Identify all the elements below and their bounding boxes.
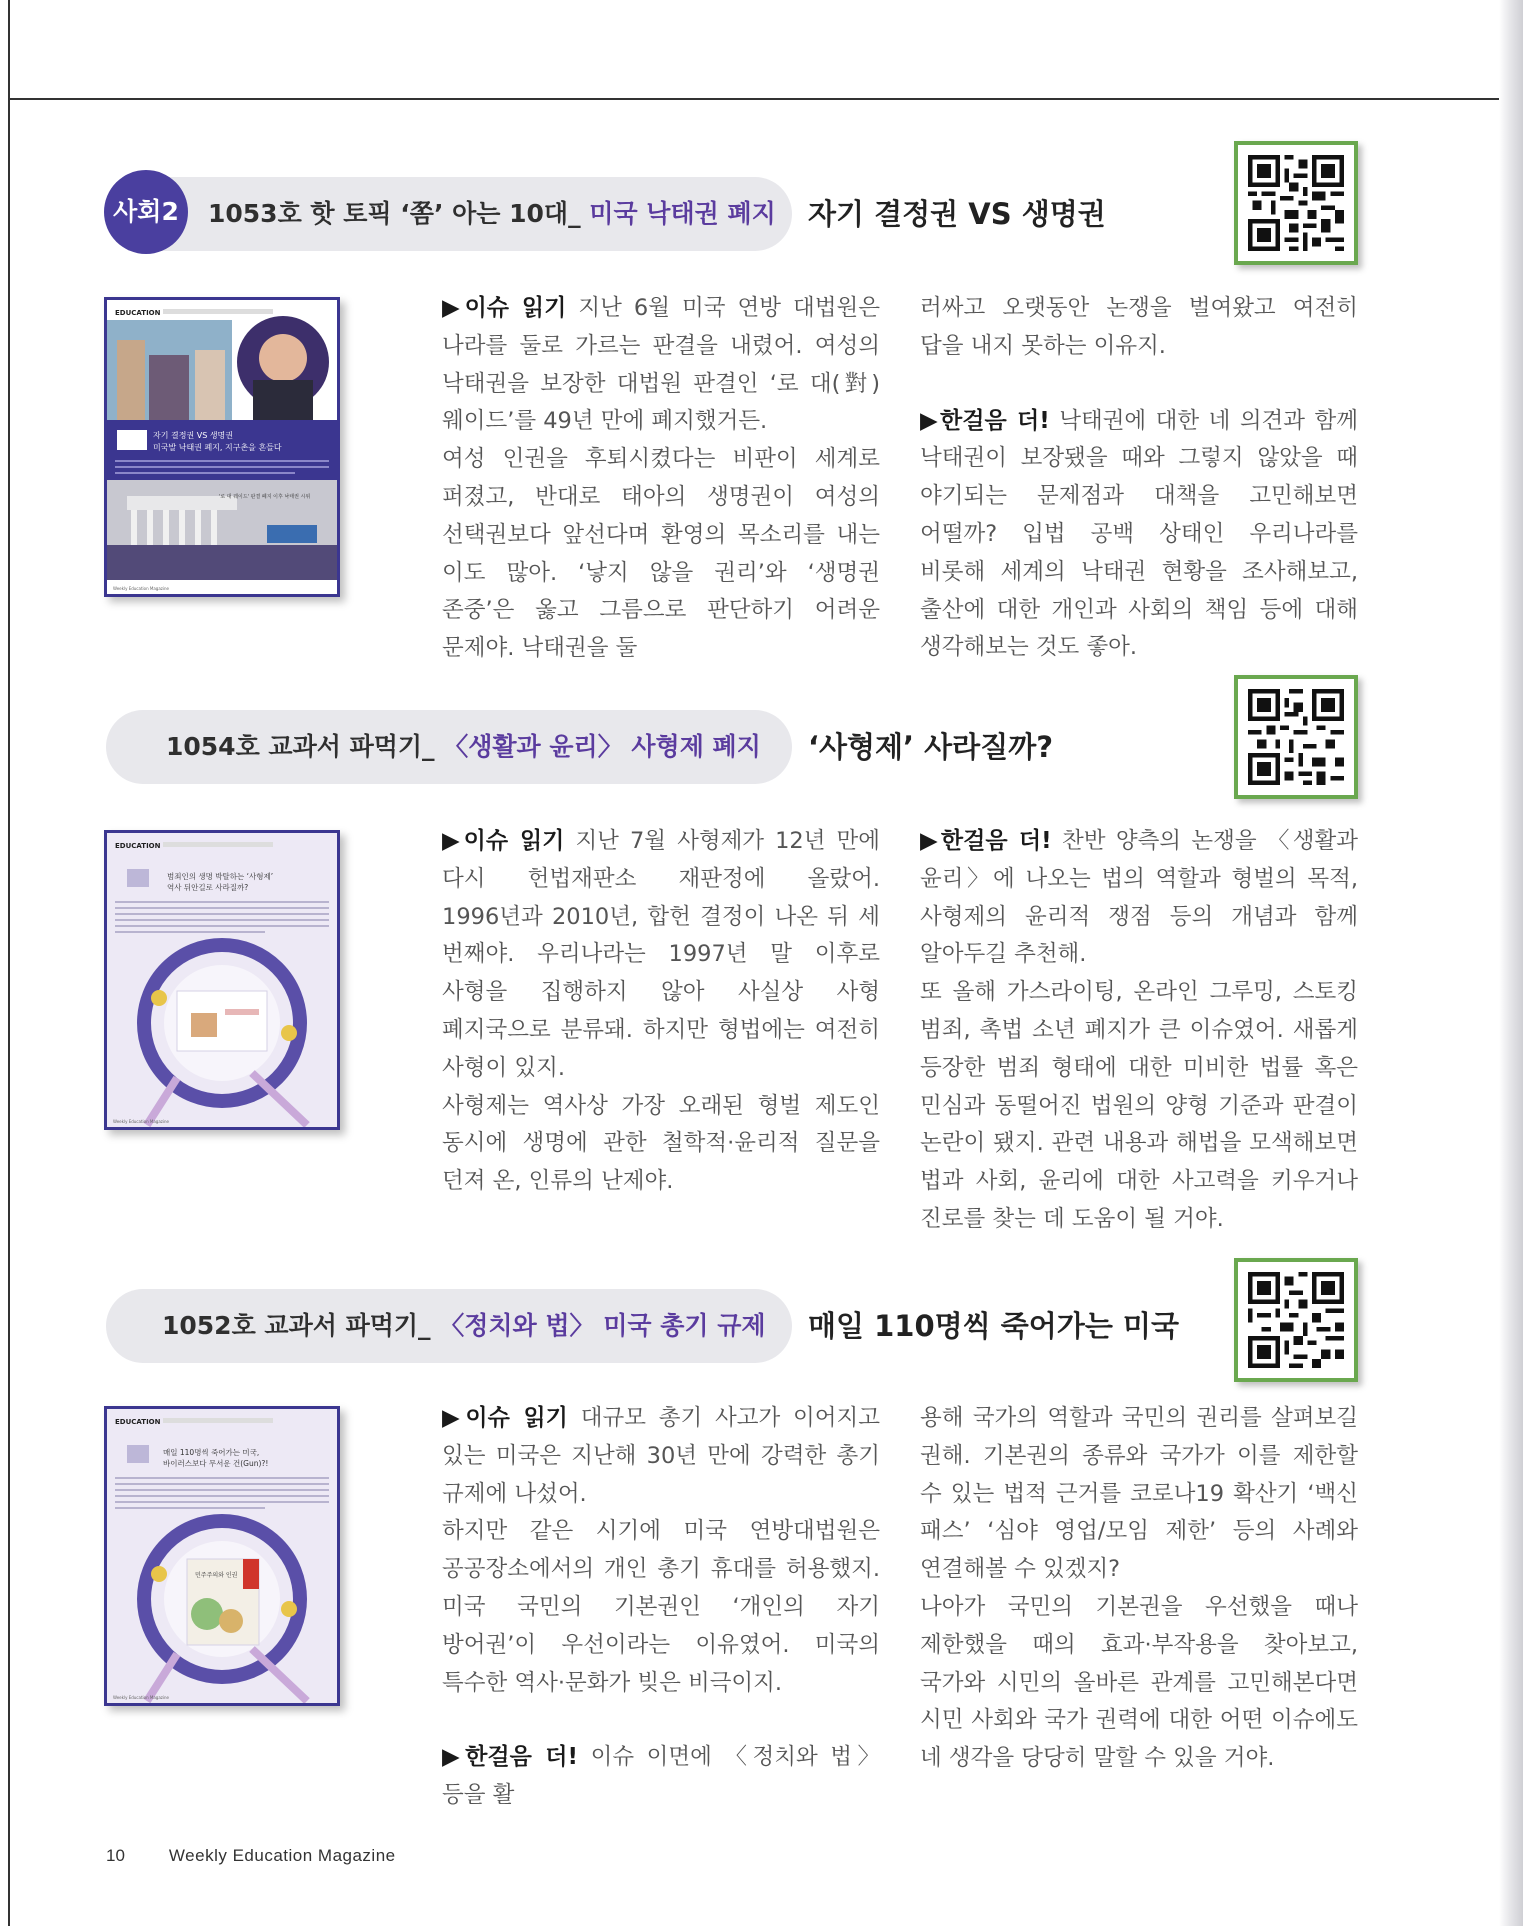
body-text: 지난 7월 사형제가 12년 만에 다시 헌법재판소 재판정에 올랐어. 1996년과 2010년, 합헌 결정이 나온 뒤 세 번째야. 우리나라는 1997년 말 이후로 사형을 집행하지 않아 사실상 사형 폐지국으로 분류돼. 하지만 형법에는 여전히 사형이 있지.	[442, 828, 880, 1081]
issue-title	[208, 177, 776, 251]
issue-reading-paragraph	[442, 1400, 880, 1513]
one-step-more-paragraph	[442, 1739, 880, 1815]
one-step-more-paragraph	[920, 403, 1358, 668]
body-paragraph: 또 올해 가스라이팅, 온라인 그루밍, 스토킹 범죄, 촉법 소년 폐지가 큰 이슈였어. 새롭게 등장한 범죄 형태에 대한 미비한 법률 혹은 민심과 동떨어진 법원의 양형 기준과 판결이 논란이 됐지. 관련 내용과 해법을 모색해보면 법과 사회, 윤리에 대한 사고력을 키우거나 진로를 찾는 데 도움이 될 거야.	[920, 979, 1358, 1232]
thumbnail-folio: Weekly Education Magazine	[113, 586, 169, 591]
qr-code-link[interactable]	[1234, 675, 1358, 799]
thumbnail-title-1: 자기 결정권 VS 생명권	[153, 431, 234, 440]
thumbnail-art	[107, 833, 337, 1127]
body-text: 낙태권에 대한 네 의견과 함께 낙태권이 보장됐을 때와 그렇지 않았을 때 야기되는 문제점과 대책을 고민해보면 어떨까? 입법 공백 상태인 우리나라를 비롯해 세계의 낙태권 현황을 조사해보고, 출산에 대한 개인과 사회의 책임 등에 대해 생각해보는 것도 좋아.	[920, 407, 1358, 661]
lead-issue-reading: ▶이슈 읽기	[442, 828, 565, 854]
issue-reading-paragraph	[442, 290, 880, 441]
right-column	[920, 290, 1358, 667]
body-paragraph: 사형제는 역사상 가장 오래된 형벌 제도인 동시에 생명에 관한 철학적·윤리적 질문을 던져 온, 인류의 난제야.	[442, 1092, 880, 1195]
qr-code-link[interactable]	[1234, 1258, 1358, 1382]
body-text: 이슈 이면에 〈정치와 법〉 등을 활	[442, 1744, 880, 1809]
page-fold-shadow	[1499, 0, 1523, 1926]
thumbnail-folio: Weekly Education Magazine	[113, 1695, 169, 1700]
thumbnail-folio: Weekly Education Magazine	[113, 1119, 169, 1124]
right-column	[920, 1400, 1358, 1778]
section-headline: ‘사형제’ 사라질까?	[808, 730, 1054, 764]
category-badge: 사회2	[104, 170, 188, 254]
qr-code-icon	[1248, 1272, 1344, 1368]
issue-topic: 〈정치와 법〉 미국 총기 규제	[439, 1311, 766, 1340]
thumbnail-title-1: 매일 110명씩 죽어가는 미국,	[163, 1448, 260, 1457]
thumbnail-caption: '로 대 웨이드' 판결 폐지 이후 낙태권 시위	[219, 494, 311, 500]
section-headline: 자기 결정권 VS 생명권	[808, 197, 1106, 231]
lead-issue-reading: ▶이슈 읽기	[442, 295, 567, 321]
thumbnail-title-2: 역사 뒤안길로 사라질까?	[167, 883, 249, 892]
left-column	[442, 823, 880, 1201]
lead-one-step-more: ▶한걸음 더!	[920, 407, 1050, 434]
thumbnail-book-title: 민주주의와 인권	[195, 1572, 238, 1579]
body-paragraph: 여성 인권을 후퇴시켰다는 비판이 세계로 퍼졌고, 반대로 태아의 생명권이 여성의 선택권보다 앞선다며 환영의 목소리를 내는 이도 많아. ‘낳지 않을 권리’와 ‘생명권 존중’은 옳고 그름으로 판단하기 어려운 문제야. 낙태권을 둘	[442, 446, 880, 662]
qr-code-icon	[1248, 155, 1344, 251]
top-rule	[8, 98, 1508, 100]
thumbnail-masthead: EDUCATION	[115, 309, 161, 317]
body-paragraph: 하지만 같은 시기에 미국 연방대법원은 공공장소에서의 개인 총기 휴대를 허용했지. 미국 국민의 기본권인 ‘개인의 자기 방어권’이 우선이라는 이유였어. 미국의 특수한 역사·문화가 빚은 비극이지.	[442, 1518, 880, 1696]
thumbnail-art	[107, 300, 337, 594]
page-footer	[106, 1846, 396, 1866]
issue-number: 1053호 핫 토픽 ‘쫌’ 아는 10대_	[208, 199, 590, 228]
issue-topic: 미국 낙태권 폐지	[589, 199, 776, 228]
issue-topic: 〈생활과 윤리〉 사형제 폐지	[443, 732, 761, 761]
page-number: 10	[106, 1846, 125, 1865]
issue-number: 1052호 교과서 파먹기_	[162, 1311, 440, 1340]
body-text: 지난 6월 미국 연방 대법원은 나라를 둘로 가르는 판결을 내렸어. 여성의 낙태권을 보장한 대법원 판결인 ‘로 대(對) 웨이드’를 49년 만에 폐지했거든.	[442, 295, 880, 435]
article-thumbnail[interactable]	[104, 830, 340, 1130]
body-text: 대규모 총기 사고가 이어지고 있는 미국은 지난해 30년 만에 강력한 총기 규제에 나섰어.	[442, 1405, 880, 1507]
left-column	[442, 290, 880, 668]
article-thumbnail[interactable]	[104, 1406, 340, 1706]
issue-title	[162, 1289, 766, 1363]
magazine-name: Weekly Education Magazine	[168, 1846, 396, 1865]
body-paragraph: 용해 국가의 역할과 국민의 권리를 살펴보길 권해. 기본권의 종류와 국가가 이를 제한할 수 있는 법적 근거를 코로나19 확산기 ‘백신 패스’ ‘심야 영업/모임 제한’ 등의 사례와 연결해볼 수 있겠지?	[920, 1405, 1358, 1583]
left-column	[442, 1400, 880, 1815]
one-step-more-paragraph	[920, 823, 1358, 974]
section-headline: 매일 110명씩 죽어가는 미국	[808, 1309, 1179, 1343]
thumbnail-masthead: EDUCATION	[115, 1418, 161, 1426]
body-paragraph: 러싸고 오랫동안 논쟁을 벌여왔고 여전히 답을 내지 못하는 이유지.	[920, 295, 1358, 359]
thumbnail-masthead: EDUCATION	[115, 842, 161, 850]
issue-number: 1054호 교과서 파먹기_	[166, 732, 444, 761]
thumbnail-title-2: 미국발 낙태권 폐지, 지구촌을 흔들다	[153, 443, 282, 452]
thumbnail-art	[107, 1409, 337, 1703]
article-thumbnail[interactable]	[104, 297, 340, 597]
thumbnail-title-2: 바이러스보다 무서운 건(Gun)?!	[163, 1459, 269, 1468]
right-column	[920, 823, 1358, 1239]
thumbnail-title-1: 범죄인의 생명 박탈하는 ‘사형제’	[167, 872, 274, 881]
lead-one-step-more: ▶한걸음 더!	[442, 1744, 578, 1771]
qr-code-icon	[1248, 689, 1344, 785]
issue-title	[166, 710, 761, 784]
body-paragraph: 나아가 국민의 기본권을 우선했을 때나 제한했을 때의 효과·부작용을 찾아보고, 국가와 시민의 올바른 관계를 고민해본다면 시민 사회와 국가 권력에 대한 어떤 이슈에도 네 생각을 당당히 말할 수 있을 거야.	[920, 1593, 1358, 1772]
lead-one-step-more: ▶한걸음 더!	[920, 828, 1052, 854]
body-text: 찬반 양측의 논쟁을 〈생활과 윤리〉에 나오는 법의 역할과 형벌의 목적, 사형제의 윤리적 쟁점 등의 개념과 함께 알아두길 추천해.	[920, 828, 1358, 968]
lead-issue-reading: ▶이슈 읽기	[442, 1405, 568, 1431]
qr-code-link[interactable]	[1234, 141, 1358, 265]
issue-reading-paragraph	[442, 823, 880, 1088]
